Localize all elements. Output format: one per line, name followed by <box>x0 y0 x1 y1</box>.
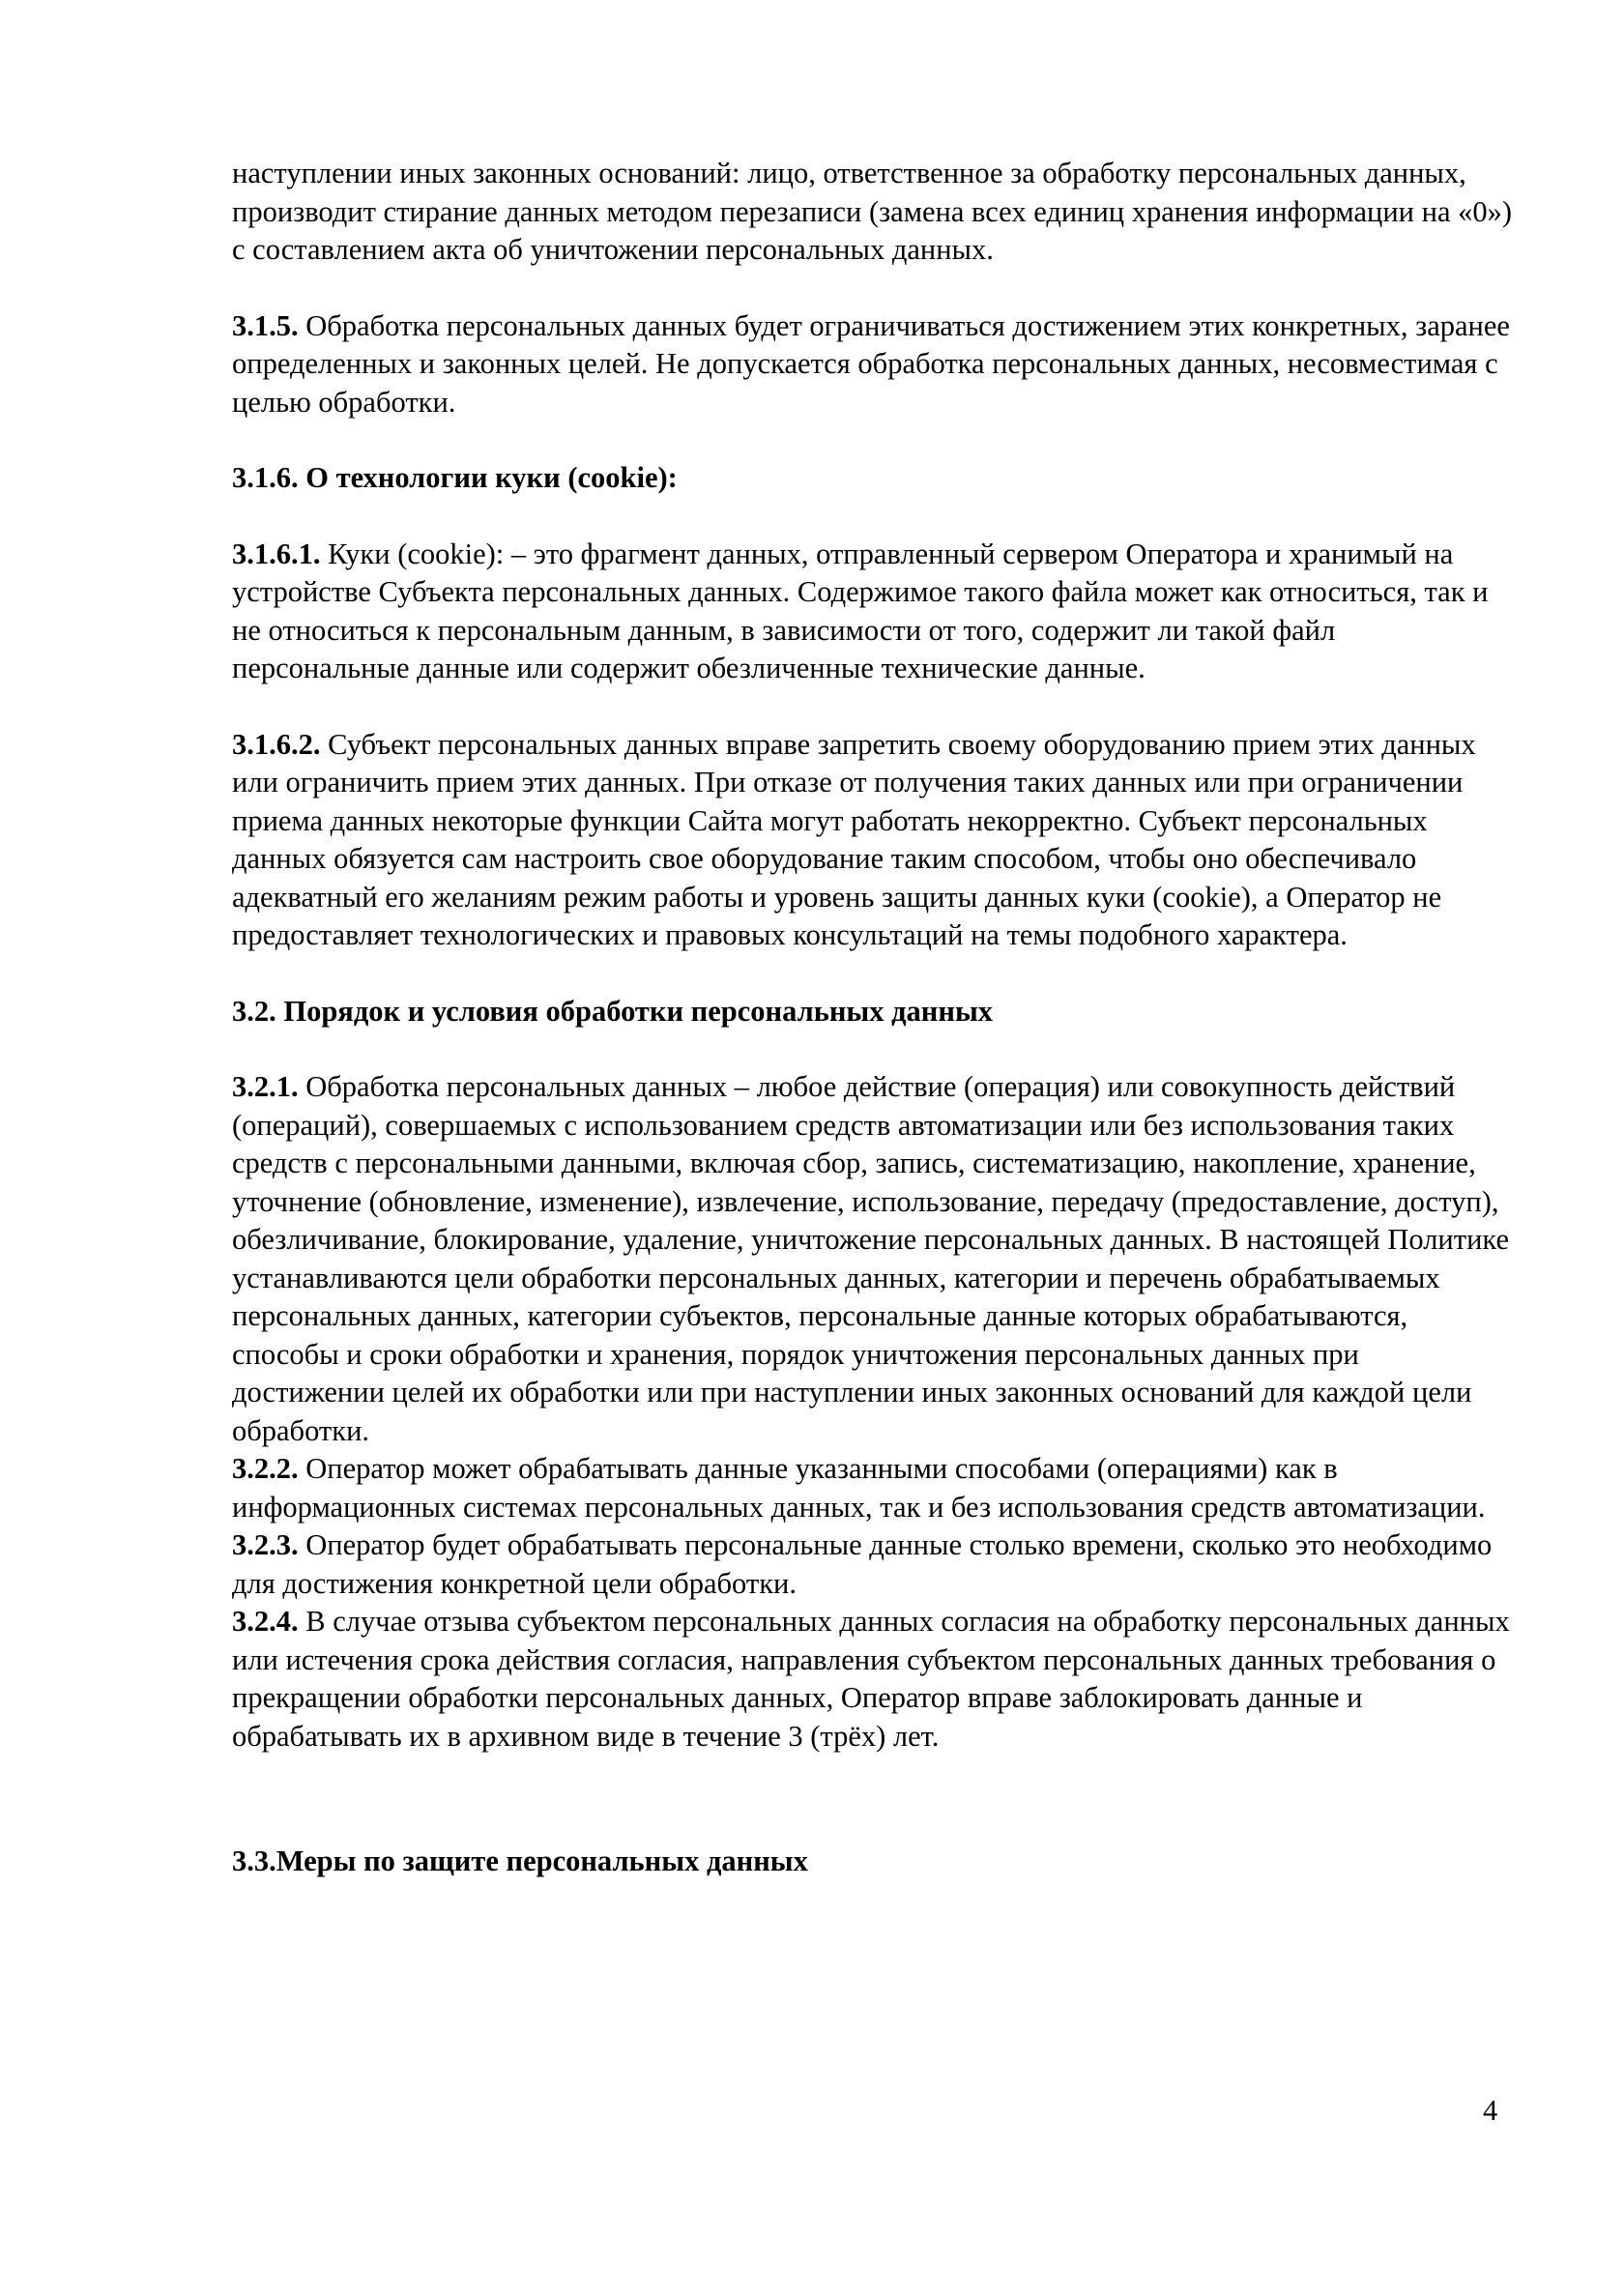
clause-number: 3.2.2. <box>232 1452 299 1485</box>
clause-text: Оператор может обрабатывать данные указанными способами (операциями) как в информационных системах персональных данных, так и без использования средств автоматизации. <box>232 1452 1486 1524</box>
heading-3-3: 3.3.Меры по защите персональных данных <box>232 1844 808 1877</box>
paragraph-3-2-4 <box>232 1603 1518 1756</box>
paragraph-3-1-6-1 <box>232 536 1518 688</box>
clause-text: Куки (cookie): – это фрагмент данных, отправленный сервером Оператора и хранимый на устройстве Субъекта персональных данных. Содержимое такого файла может как относиться, так и не относиться к персональным данным, в зависимости от того, содержит ли такой файл персональные данные или содержит обезличенные технические данные. <box>232 537 1489 684</box>
clause-number: 3.1.6.1. <box>232 537 321 570</box>
paragraph-3-2-1 <box>232 1068 1518 1450</box>
heading-3-1-6: 3.1.6. О технологии куки (cookie): <box>232 461 678 494</box>
page-number: 4 <box>1483 2094 1498 2127</box>
paragraph-intro: наступлении иных законных оснований: лицо, ответственное за обработку персональных данных, производит стирание данных методом перезаписи (замена всех единиц хранения информации на «0») с составлением акта об уничтожении персональных данных. <box>232 157 1513 266</box>
clause-number: 3.2.3. <box>232 1528 299 1561</box>
paragraph-3-2-2 <box>232 1450 1518 1526</box>
paragraph-3-1-5 <box>232 307 1518 422</box>
clause-number: 3.2.1. <box>232 1070 299 1103</box>
paragraph-3-2-3 <box>232 1526 1518 1603</box>
heading-3-2: 3.2. Порядок и условия обработки персональных данных <box>232 994 994 1028</box>
clause-text: Оператор будет обрабатывать персональные данные столько времени, сколько это необходимо для достижения конкретной цели обработки. <box>232 1528 1493 1600</box>
document-body <box>232 155 1518 1881</box>
clause-number: 3.1.5. <box>232 308 299 342</box>
paragraph-3-1-6-2 <box>232 726 1518 955</box>
clause-number: 3.1.6.2. <box>232 727 321 761</box>
clause-text: В случае отзыва субъектом персональных данных согласия на обработку персональных данных или истечения срока действия согласия, направления субъектом персональных данных требования о прекращении обработки персональных данных, Оператор вправе заблокировать данные и обрабатывать их в архивном виде в течение 3 (трёх) лет. <box>232 1605 1510 1753</box>
clause-text: Субъект персональных данных вправе запретить своему оборудованию прием этих данных или ограничить прием этих данных. При отказе от получения таких данных или при ограничении приема данных некоторые функции Сайта могут работать некорректно. Субъект персональных данных обязуется сам настроить свое оборудование таким способом, чтобы оно обеспечивало адекватный его желаниям режим работы и уровень защиты данных куки (cookie), а Оператор не предоставляет технологических и правовых консультаций на темы подобного характера. <box>232 727 1476 951</box>
clause-text: Обработка персональных данных – любое действие (операция) или совокупность действий (операций), совершаемых с использованием средств автоматизации или без использования таких средств с персональными данными, включая сбор, запись, систематизацию, накопление, хранение, уточнение (обновление, изменение), извлечение, использование, передачу (предоставление, доступ), обезличивание, блокирование, удаление, уничтожение персональных данных. В настоящей Политике устанавливаются цели обработки персональных данных, категории и перечень обрабатываемых персональных данных, категории субъектов, персональные данные которых обрабатываются, способы и сроки обработки и хранения, порядок уничтожения персональных данных при достижении целей их обработки или при наступлении иных законных оснований для каждой цели обработки. <box>232 1070 1510 1447</box>
clause-text: Обработка персональных данных будет ограничиваться достижением этих конкретных, заранее определенных и законных целей. Не допускается обработка персональных данных, несовместимая с целью обработки. <box>232 308 1510 419</box>
clause-number: 3.2.4. <box>232 1605 299 1638</box>
